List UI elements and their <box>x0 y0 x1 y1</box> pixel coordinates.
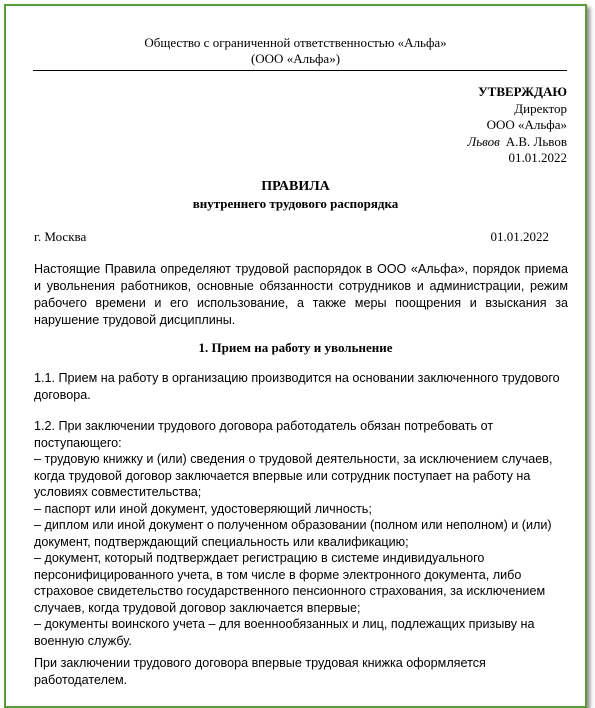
document-subtitle: внутреннего трудового распорядка <box>192 196 399 211</box>
text-line: поступающего: <box>34 435 122 450</box>
text-line: При заключении трудового договора впервые трудовая книжка оформляется <box>34 656 486 670</box>
text-line: условиях совместительства; <box>34 485 202 499</box>
text-line: – документ, который подтверждает регистрацию в системе индивидуального <box>34 551 485 565</box>
signature: Львов <box>467 133 500 149</box>
approval-company: ООО «Альфа» <box>486 117 567 132</box>
text-line: – документы воинского учета – для военнообязанных и лиц, подлежащих призыву на <box>34 617 535 631</box>
text-line: документ, подтверждающий специальность или квалификацию; <box>34 534 409 549</box>
section-title: 1. Прием на работу и увольнение <box>198 340 393 355</box>
approval-block <box>467 84 567 167</box>
approval-heading: УТВЕРЖДАЮ <box>478 84 567 99</box>
city: г. Москва <box>34 229 87 244</box>
paragraph-work-book <box>34 655 574 688</box>
paragraph-1-1: 1.1. Прием на работу в организацию производится на основании заключенного трудового договора. <box>34 371 560 402</box>
text-line: работодателем. <box>34 672 128 687</box>
text-line: персонифицированного учета, в том числе в форме электронного документа, либо <box>34 567 522 582</box>
text-line: – трудовую книжку и (или) сведения о трудовой деятельности, за исключением случаев, <box>34 452 553 466</box>
approval-date: 01.01.2022 <box>508 150 567 165</box>
approval-name: А.В. Львов <box>505 133 567 149</box>
text-line: – диплом или иной документ о полученном образовании (полном или неполном) и (или) <box>34 518 552 532</box>
approval-position: Директор <box>514 100 567 116</box>
text-line: военную службу. <box>34 633 132 648</box>
text-line: страховое свидетельство государственного пенсионного страхования, за исключением <box>34 584 546 598</box>
text-line: 1.2. При заключении трудового договора работодатель обязан потребовать от <box>34 419 494 433</box>
text-line: – паспорт или иной документ, удостоверяющий личность; <box>34 501 372 516</box>
document-title: ПРАВИЛА <box>261 179 330 194</box>
text-line: когда трудовой договор заключается впервые или сотрудник поступает на работу на <box>34 468 531 483</box>
document-date: 01.01.2022 <box>490 229 549 244</box>
organization-name: Общество с ограниченной ответственностью «Альфа» <box>144 35 447 50</box>
paragraph-1-2 <box>34 418 574 649</box>
text-line: случаев, когда трудовой договор заключается впервые; <box>34 600 361 615</box>
approval-signature-line <box>467 134 567 151</box>
intro-paragraph: Настоящие Правила определяют трудовой распорядок в ООО «Альфа», порядок приема и увольнения работников, основные обязанности сотрудников и администрации, режим рабочего времени и его использование, а также меры поощрения и взыскания за нарушение трудовой дисциплины. <box>34 262 568 327</box>
organization-short-name: (ООО «Альфа») <box>250 51 341 66</box>
header-divider <box>33 70 567 71</box>
document-page <box>4 4 587 708</box>
